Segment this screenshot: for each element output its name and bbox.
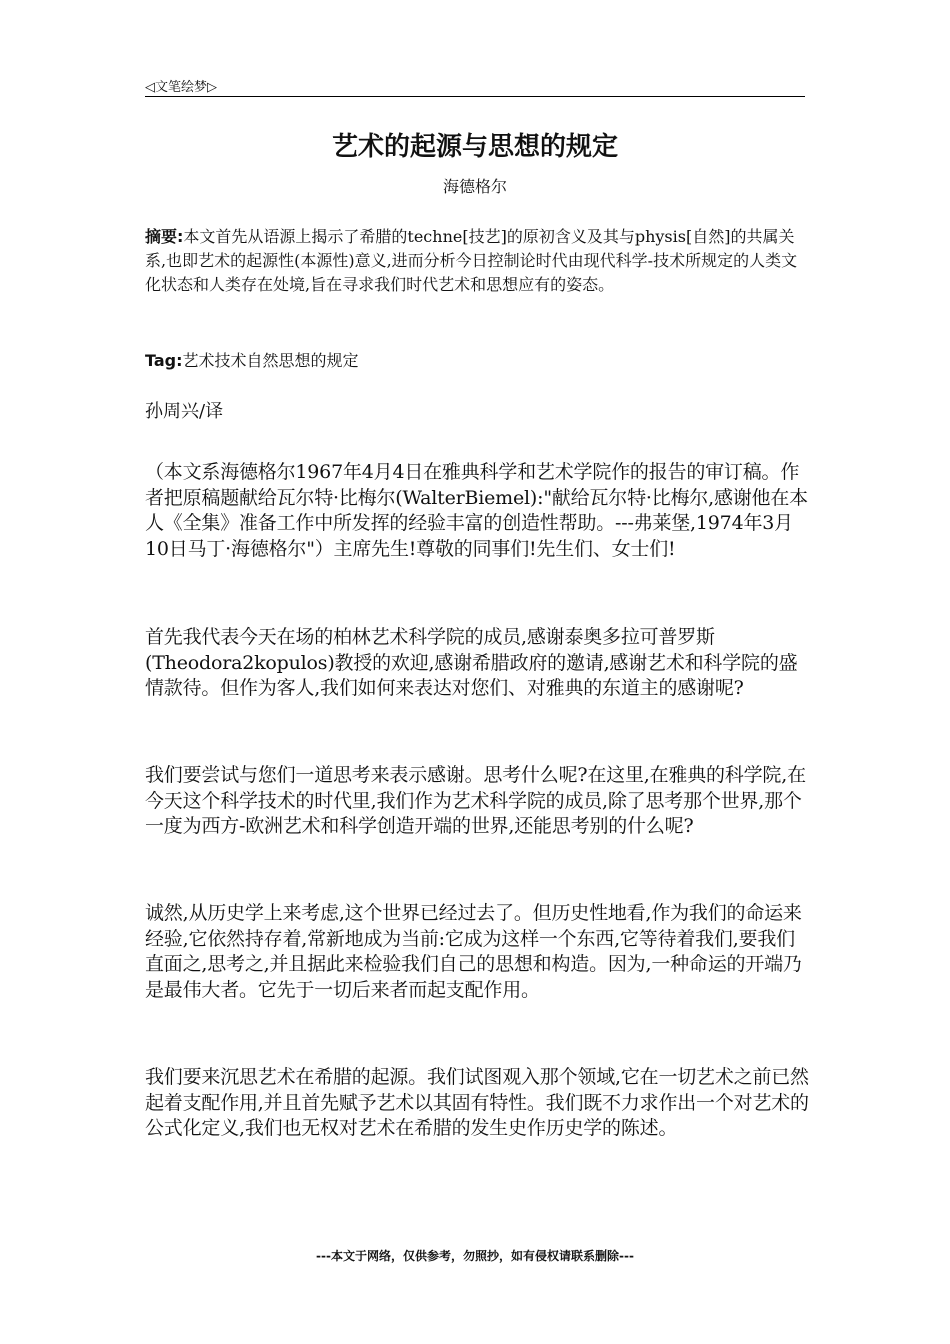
abstract <box>145 225 807 297</box>
tags-text: 艺术技术自然思想的规定 <box>182 351 359 370</box>
page-header <box>145 74 805 97</box>
paragraph: 我们要来沉思艺术在希腊的起源。我们试图观入那个领域,它在一切艺术之前已然起着支配作用,并且首先赋予艺术以其固有特性。我们既不力求作出一个对艺术的公式化定义,我们也无权对艺术在希腊的发生史作历史学的陈述。 <box>145 1066 809 1139</box>
tags <box>145 349 807 373</box>
paragraph-intro-note: （本文系海德格尔1967年4月4日在雅典科学和艺术学院作的报告的审订稿。作者把原稿题献给瓦尔特·比梅尔(WalterBiemel):"献给瓦尔特·比梅尔,感谢他在本人《全集》准备工作中所发挥的经验丰富的创造性帮助。---弗莱堡,1974年3月10日马丁·海德格尔"）主席先生!尊敬的同事们!先生们、女士们! <box>145 461 808 560</box>
translator: 孙周兴/译 <box>145 401 224 422</box>
document-title: 艺术的起源与思想的规定 <box>331 132 618 162</box>
paragraph: 首先我代表今天在场的柏林艺术科学院的成员,感谢泰奥多拉可普罗斯(Theodora2kopulos)教授的欢迎,感谢希腊政府的邀请,感谢艺术和科学院的盛情款待。但作为客人,我们如何来表达对您们、对雅典的东道主的感谢呢? <box>145 626 798 699</box>
tags-label: Tag: <box>145 351 183 370</box>
page-footer: ---本文于网络，仅供参考，勿照抄，如有侵权请联系删除--- <box>316 1249 634 1263</box>
abstract-label: 摘要: <box>145 227 184 246</box>
abstract-text: 本文首先从语源上揭示了希腊的techne[技艺]的原初含义及其与physis[自然]的共属关系,也即艺术的起源性(本源性)意义,进而分析今日控制论时代由现代科学-技术所规定的人类文化状态和人类存在处境,旨在寻求我们时代艺术和思想应有的姿态。 <box>145 227 798 294</box>
paragraph: 我们要尝试与您们一道思考来表示感谢。思考什么呢?在这里,在雅典的科学院,在今天这个科学技术的时代里,我们作为艺术科学院的成员,除了思考那个世界,那个一度为西方-欧洲艺术和科学创造开端的世界,还能思考别的什么呢? <box>145 764 806 837</box>
paragraph: 诚然,从历史学上来考虑,这个世界已经过去了。但历史性地看,作为我们的命运来经验,它依然持存着,常新地成为当前:它成为这样一个东西,它等待着我们,要我们直面之,思考之,并且据此来检验我们自己的思想和构造。因为,一种命运的开端乃是最伟大者。它先于一切后来者而起支配作用。 <box>145 902 802 1001</box>
header-text: ◁文笔绘梦▷ <box>145 80 217 95</box>
document-author: 海德格尔 <box>442 177 507 196</box>
